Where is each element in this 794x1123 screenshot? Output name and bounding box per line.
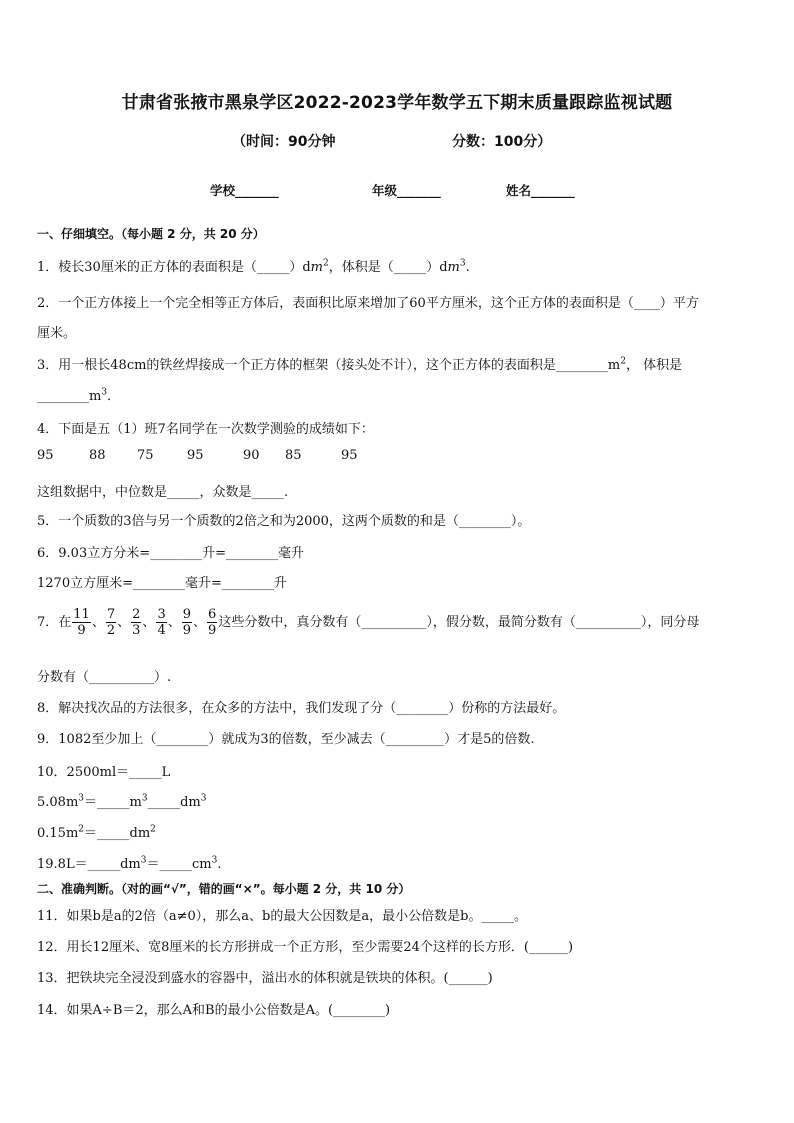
score-value: 95 <box>187 448 204 463</box>
fraction: $\frac{9}{9}$ <box>182 607 192 638</box>
score-value: 85 <box>285 448 302 463</box>
score-value: 90 <box>243 448 260 463</box>
question-10-line-1: 10．2500ml＝_____L <box>37 765 171 780</box>
question-4-line-1: 4．下面是五（1）班7名同学在一次数学测验的成绩如下： <box>37 422 374 437</box>
question-7-line-2: 分数有（__________）. <box>37 670 172 685</box>
question-4-line-3: 这组数据中，中位数是_____，众数是_____. <box>37 485 289 500</box>
question-10-line-2: $5.08m^3=\_\_\_\_\_m^3\_\_\_\_\_dm^3$ <box>37 793 207 810</box>
fraction: $\frac{3}{4}$ <box>157 607 166 638</box>
question-6-line-2: 1270立方厘米=________毫升=________升 <box>37 576 287 591</box>
school-field: 学校_______ <box>210 183 279 198</box>
exam-score: 分数：100分） <box>452 134 552 150</box>
question-2-line-1: 2．一个正方体接上一个完全相等正方体后，表面积比原来增加了60平方厘米，这个正方体的表面积是（____）平方 <box>37 296 699 311</box>
score-value: 95 <box>37 448 54 463</box>
question-3-line-2: $\_\_\_\_\_\_\_\_m^3$． <box>37 387 121 404</box>
score-value: 75 <box>137 448 154 463</box>
score-value: 88 <box>89 448 106 463</box>
name-field: 姓名_______ <box>506 183 575 198</box>
question-6-line-1: 6．9.03立方分米=________升=________毫升 <box>37 546 305 561</box>
exam-time: （时间：90分钟 <box>232 134 336 150</box>
question-4-scores <box>37 448 358 463</box>
question-7-line-1: 7．在 $\frac{11}{9}$ 、 $\frac{7}{2}$ 、 $\frac{2}{3}$ 、 $\frac{3}{4}$ 、 $\frac{9}{9}$ 、 $\frac{6}{9}$ 这些分数中，真分数有（__________），假分数，最简分数有（__________），同分母 <box>37 607 700 638</box>
section-2-heading: 二、准确判断。（对的画“√”，错的画“×”。每小题 2 分，共 10 分） <box>37 882 411 896</box>
question-1: 1．棱长30厘米的正方体的表面积是$(\_\_\_\_\_)dm^2$，体积是$(\_\_\_\_\_)dm^3$. <box>37 258 470 275</box>
fraction: $\frac{11}{9}$ <box>73 607 90 638</box>
question-3-line-1: 3．用一根长48cm的铁丝焊接成一个正方体的框架（接头处不计），这个正方体的表面积是$\_\_\_\_\_\_\_\_m^2$， 体积是 <box>37 356 683 373</box>
page-title: 甘肃省张掖市黑泉学区2022-2023学年数学五下期末质量跟踪监视试题 <box>121 93 673 113</box>
question-14: 14．如果A÷B＝2，那么A和B的最小公倍数是A。(________) <box>37 1003 391 1018</box>
question-2-line-2: 厘米。 <box>37 326 77 341</box>
question-10-line-3: $0.15m^2=\_\_\_\_\_dm^2$ <box>37 824 156 841</box>
section-1-heading: 一、仔细填空。（每小题 2 分，共 20 分） <box>37 227 265 241</box>
question-11: 11．如果b是a的2倍（a≠0），那么a、b的最大公因数是a，最小公倍数是b。_____。 <box>37 909 527 924</box>
grade-field: 年级_______ <box>372 183 441 198</box>
question-9: 9．1082至少加上（________）就成为3的倍数，至少减去（_________）才是5的倍数. <box>37 732 535 747</box>
fraction: $\frac{6}{9}$ <box>208 607 217 638</box>
question-13: 13．把铁块完全浸没到盛水的容器中，溢出水的体积就是铁块的体积。(______) <box>37 971 493 986</box>
question-10-line-4: $19.8L=\_\_\_\_\_dm^3=\_\_\_\_\_cm^3$. <box>37 855 222 872</box>
question-5: 5．一个质数的3倍与另一个质数的2倍之和为2000，这两个质数的和是（________）。 <box>37 514 531 529</box>
score-value: 95 <box>341 448 358 463</box>
fraction: $\frac{7}{2}$ <box>106 607 116 638</box>
question-12: 12．用长12厘米、宽8厘米的长方形拼成一个正方形，至少需要24个这样的长方形．(______) <box>37 940 574 955</box>
question-8: 8．解决找次品的方法很多，在众多的方法中，我们发现了分（________）份称的方法最好。 <box>37 701 566 716</box>
fraction: $\frac{2}{3}$ <box>132 607 141 638</box>
